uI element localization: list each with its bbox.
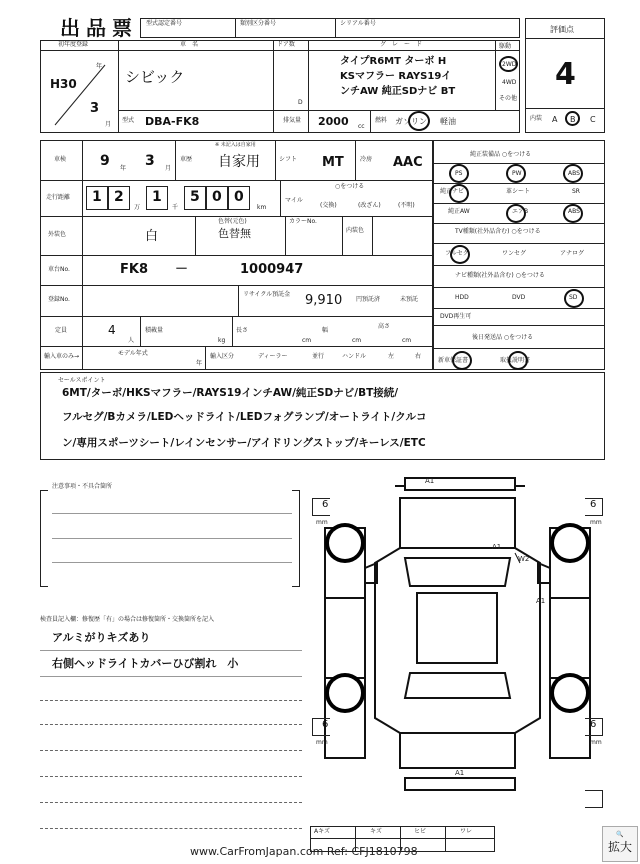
interior-opt-b: B: [570, 115, 576, 124]
color-change-label: 色替(元色): [218, 218, 247, 225]
note-line-1: アルミがりキズあり: [52, 631, 151, 644]
import-type-parallel: 並行: [312, 353, 325, 360]
chassis-label: 車台No.: [48, 266, 70, 273]
magnifier-icon: 🔍: [616, 831, 624, 838]
equip-airbag: エアB: [512, 208, 529, 215]
drive-4wd: 4WD: [502, 79, 517, 86]
mileage-sen: 千: [172, 204, 179, 211]
zoom-label: 拡大: [607, 840, 632, 854]
capacity-unit: 人: [128, 337, 135, 344]
recycle-label: リサイクル預託金: [243, 291, 291, 298]
import-type-dealer: ディーラー: [258, 353, 288, 360]
inspection-month: 3: [145, 153, 155, 169]
score-value: 4: [555, 57, 576, 92]
inspector-label: 検査員記入欄：修復歴「有」の場合は修復箇所・交換箇所を記入: [40, 616, 215, 623]
equip-abs-circle: [563, 164, 583, 183]
color-change: 色替無: [218, 227, 251, 240]
ac-label: 冷房: [360, 156, 373, 163]
reg-no-label: 登録No.: [48, 296, 70, 303]
mark-front-bumper: A1: [425, 477, 435, 485]
width-label: 幅: [322, 327, 329, 334]
mile-opt-exchange: (交換): [320, 202, 337, 209]
height-label: 高さ: [378, 323, 391, 330]
tread-rear-right: 6: [590, 719, 597, 730]
height-unit: cm: [402, 337, 412, 344]
capacity: 4: [108, 323, 116, 337]
mileage-man: 万: [134, 204, 141, 211]
equip-ps: PS: [455, 170, 463, 177]
length-unit: cm: [302, 337, 312, 344]
model-year-suffix: 年: [196, 360, 203, 367]
later-warranty-circle: [452, 351, 472, 370]
field-cert-no: 型式認定番号: [146, 20, 183, 27]
tv-oneseg: ワンセグ: [502, 250, 527, 257]
grade-line-1: タイプR6MT ターボ H: [340, 56, 447, 67]
mark-right-front: A1: [492, 543, 502, 551]
inspection-year-unit: 年: [120, 165, 127, 172]
fuel-gasoline: ガソリン: [395, 117, 427, 126]
equipment-title: 純正装備品 ○をつける: [470, 151, 532, 158]
width-unit: cm: [352, 337, 362, 344]
interior-label: 内装: [530, 115, 543, 122]
equip-pw: PW: [512, 170, 522, 177]
equip-airbag-circle: [506, 204, 529, 223]
doors-suffix: D: [298, 99, 303, 106]
fuel-diesel: 軽油: [440, 117, 456, 126]
equip-leather: 革シート: [506, 188, 531, 195]
tv-title: TV種類(社外品含む) ○をつける: [455, 228, 541, 235]
header-id-fields: [140, 18, 520, 38]
later-shipping-title: 後日発送品 ○をつける: [472, 334, 534, 341]
legend-crack: ヒビ: [414, 828, 427, 835]
capacity-label: 定員: [55, 327, 68, 334]
mileage-label: 走行距離: [46, 194, 71, 201]
inspection-year: 9: [100, 153, 110, 169]
model-year-label: モデル年式: [118, 350, 148, 357]
first-reg-year: H30: [50, 77, 77, 91]
score-label: 評価点: [550, 25, 574, 34]
chassis-dash: －: [175, 262, 189, 277]
later-warranty: 新車保証書: [438, 357, 469, 364]
car-diagram: [305, 468, 610, 808]
tv-analog: アナログ: [560, 250, 585, 257]
later-manual-circle: [508, 351, 528, 370]
tread-fl-unit: mm: [316, 519, 328, 526]
watermark-url: www.CarFromJapan.com Ref: CFJ1810798: [190, 845, 418, 858]
mile-label: マイル: [285, 197, 303, 204]
mileage-digit-1: 1: [92, 189, 102, 205]
mark-windshield: W2: [518, 555, 530, 563]
mileage-km: km: [257, 204, 267, 211]
diagonal-slash: [50, 60, 110, 130]
load-unit: kg: [218, 337, 226, 344]
inspection-month-unit: 月: [165, 165, 172, 172]
chassis-prefix: FK8: [120, 262, 148, 277]
year-unit: 年: [96, 63, 103, 70]
sales-line-3: ン/専用スポーツシート/レインセンサー/アイドリングストップ/キーレス/ETC: [62, 437, 426, 449]
later-manual: 取扱説明書: [500, 357, 531, 364]
equip-ps-circle: [449, 164, 469, 183]
handle-right: 右: [415, 353, 422, 360]
exterior-color: 白: [145, 229, 159, 244]
tread-front-left: 6: [322, 499, 329, 510]
interior-color-label: 内装色: [346, 227, 365, 234]
nav-sd-circle: [564, 289, 584, 308]
equip-sr: SR: [572, 188, 580, 195]
field-class-no: 類別区分番号: [240, 20, 277, 27]
tv-fullseg: フルセグ: [445, 250, 469, 257]
sales-line-2: フルセグ/Bカメラ/LEDヘッドライト/LEDフォグランプ/オートライト/クルコ: [62, 411, 427, 423]
recycle-not-deposited: 未預託: [400, 296, 419, 303]
tread-front-right: 6: [590, 499, 597, 510]
equip-navi-circle: [449, 184, 469, 203]
mile-note: ○をつける: [335, 183, 365, 190]
mileage-digit-4: 5: [190, 189, 200, 205]
drive-2wd-circle: [499, 56, 518, 72]
model-label: 型式: [122, 117, 135, 124]
month-unit: 月: [105, 121, 112, 128]
tv-fullseg-circle: [450, 245, 470, 264]
displacement-unit: cc: [358, 123, 365, 130]
length-label: 長さ: [236, 327, 249, 334]
equip-oem-aw: 純正AW: [448, 208, 470, 215]
nav-hdd: HDD: [455, 294, 469, 301]
grade-line-3: ンチAW 純正SDナビ BT: [340, 86, 456, 97]
exterior-color-label: 外装色: [48, 231, 67, 238]
usage-note: ※ 未記入は自家用: [215, 142, 256, 148]
legend-scratch: キズ: [370, 828, 382, 835]
shift: MT: [322, 155, 344, 170]
ac: AAC: [393, 155, 423, 170]
mileage-digit-2: 2: [114, 189, 124, 205]
equip-abs-2: ABS: [568, 208, 580, 215]
notes-label: 注意事項・不具合箇所: [52, 483, 113, 490]
recycle-deposited: 円預託済: [356, 296, 381, 303]
tread-rl-unit: mm: [316, 739, 328, 746]
displacement: 2000: [318, 115, 349, 128]
tread-rear-left: 6: [322, 719, 329, 730]
mark-rear-bumper: A1: [455, 769, 465, 777]
form-title: 出品票: [60, 16, 138, 40]
handle-label: ハンドル: [342, 353, 367, 360]
sales-points-label: セールスポイント: [58, 377, 106, 384]
color-no-label: カラーNo.: [289, 218, 317, 225]
mile-opt-unknown: (不明): [398, 202, 415, 209]
import-only-label: 輸入車のみ→: [44, 353, 80, 360]
usage: 自家用: [218, 154, 260, 170]
doors-label: ドア数: [277, 41, 295, 48]
mile-opt-tamper: (改ざん): [358, 202, 381, 209]
model-code: DBA-FK8: [145, 115, 200, 128]
nav-dvd: DVD: [512, 294, 526, 301]
interior-b-circle: [565, 111, 580, 126]
car-name-label: 車 名: [180, 41, 199, 48]
import-type-label: 輸入区分: [210, 353, 235, 360]
fuel-label: 燃料: [375, 117, 388, 124]
load-label: 積載量: [145, 327, 164, 334]
grade-line-2: KSマフラー RAYS19イ: [340, 71, 452, 82]
zoom-button[interactable]: [602, 826, 638, 862]
displacement-label: 排気量: [283, 117, 302, 124]
equip-abs: ABS: [568, 170, 580, 177]
shift-label: シフト: [279, 156, 298, 163]
drive-other: その他: [499, 95, 518, 102]
first-reg-label: 初年度登録: [58, 41, 89, 48]
recycle-amount: 9,910: [305, 293, 343, 308]
dvd-playback-label: DVD再生可: [440, 313, 472, 320]
equip-oem-navi: 純正ナビ: [440, 188, 465, 195]
legend-dent: Aキズ: [314, 828, 330, 835]
sales-line-1: 6MT/ターボ/HKSマフラー/RAYS19インチAW/純正SDナビ/BT接続/: [62, 387, 399, 399]
equip-abs2-circle: [563, 204, 583, 223]
first-reg-month: 3: [90, 101, 100, 116]
drive-label: 駆動: [499, 43, 512, 50]
interior-opt-c: C: [590, 115, 596, 124]
tread-rr-unit: mm: [590, 739, 602, 746]
mark-right-door: A1: [536, 597, 546, 605]
note-line-2: 右側ヘッドライトカバーひび割れ 小: [52, 657, 239, 670]
drive-2wd: 2WD: [502, 61, 517, 68]
handle-left: 左: [388, 353, 395, 360]
tread-fr-unit: mm: [590, 519, 602, 526]
equip-pw-circle: [506, 164, 526, 183]
field-serial-no: シリアル番号: [340, 20, 376, 27]
mileage-digit-6: 0: [234, 189, 244, 205]
mileage-digit-3: 1: [152, 189, 162, 205]
car-name: シビック: [125, 68, 185, 86]
nav-sd: SD: [569, 294, 578, 301]
usage-label: 車歴: [180, 156, 193, 163]
chassis-number: 1000947: [240, 262, 304, 277]
inspection-label: 車検: [54, 156, 67, 163]
legend-break: ワレ: [460, 828, 473, 835]
grade-label: グ レ ー ド: [380, 41, 423, 48]
nav-title: ナビ種類(社外品含む) ○をつける: [455, 272, 545, 279]
interior-opt-a: A: [552, 115, 558, 124]
fuel-circle: [408, 111, 430, 131]
mileage-digit-5: 0: [212, 189, 222, 205]
